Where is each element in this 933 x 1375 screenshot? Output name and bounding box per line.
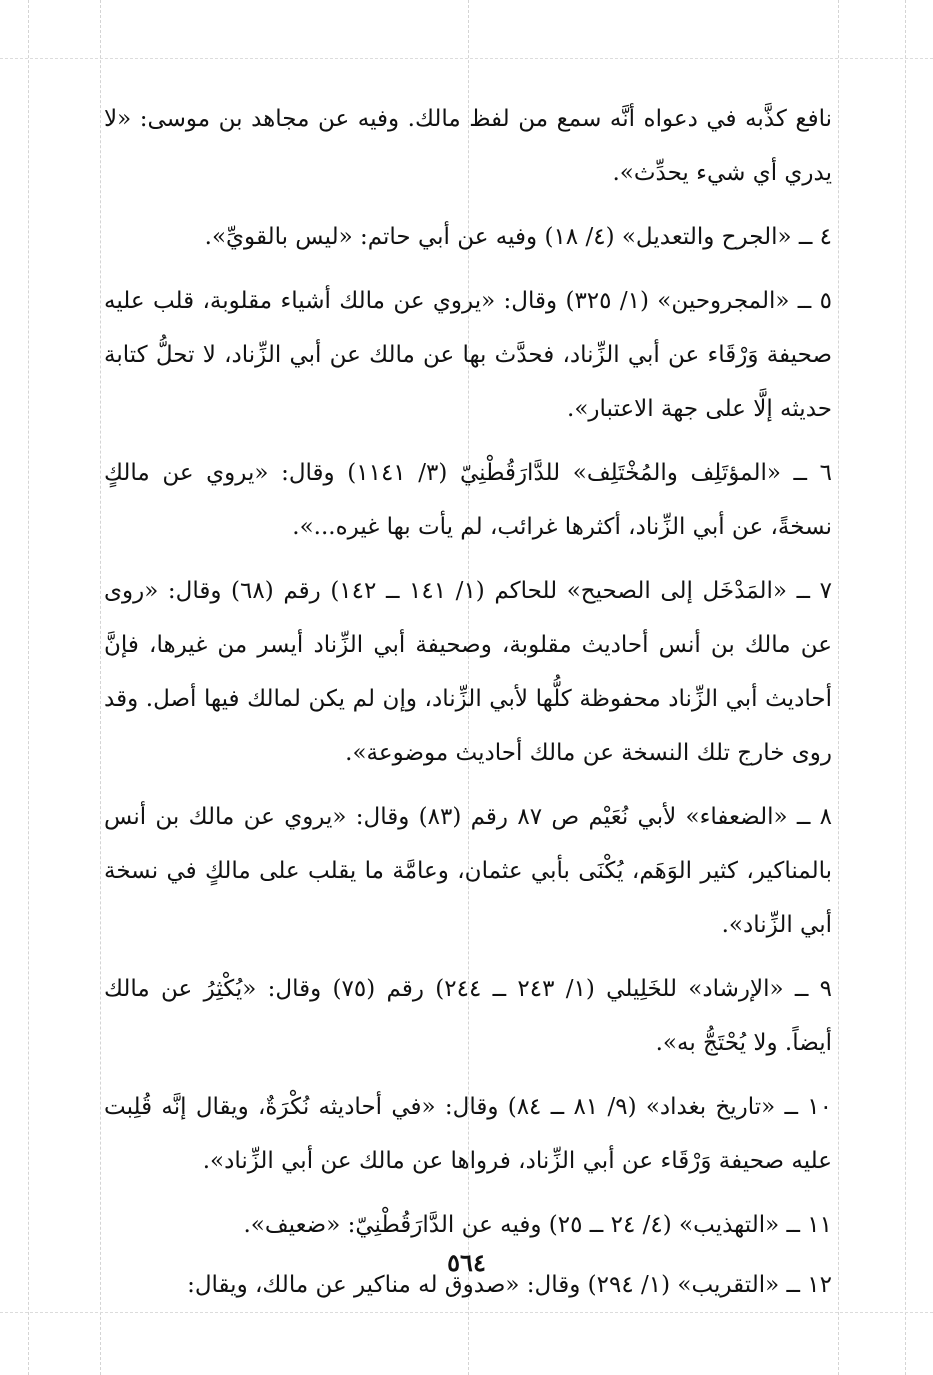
paragraph-item-5: ٥ ــ «المجروحين» (١/ ٣٢٥) وقال: «يروي عن مالك أشياء مقلوبة، قلب عليه صحيفة وَرْقَاء عن أبي الزِّناد، فحدَّث بها عن مالك عن أبي الزِّناد، لا تحلُّ كتابة حديثه إلَّا على جهة الاعتبار».	[104, 288, 832, 422]
page-number: ٥٦٤	[447, 1248, 486, 1277]
paragraph-item-11: ١١ ــ «التهذيب» (٤/ ٢٤ ــ ٢٥) وفيه عن الدَّارَقُطْنِيّ: «ضعيف».	[243, 1212, 832, 1238]
paragraph-item-12: ١٢ ــ «التقريب» (١/ ٢٩٤) وقال: «صدوق له مناكير عن مالك، ويقال:	[187, 1272, 832, 1298]
paragraph-item-6: ٦ ــ «المؤتَلِف والمُخْتَلِف» للدَّارَقُطْنِيّ (٣/ ١١٤١) وقال: «يروي عن مالكٍ نسخةً، عن أبي الزِّناد، أكثرها غرائب، لم يأت بها غيره...».	[104, 460, 832, 540]
paragraph-item-10: ١٠ ــ «تاريخ بغداد» (٩/ ٨١ ــ ٨٤) وقال: «في أحاديثه نُكْرَةٌ، ويقال إنَّه قُلِبت عليه صحيفة وَرْقَاء عن أبي الزِّناد، فرواها عن مالك عن أبي الزِّناد».	[104, 1094, 832, 1174]
paragraph-item-7: ٧ ــ «المَدْخَل إلى الصحيح» للحاكم (١/ ١٤١ ــ ١٤٢) رقم (٦٨) وقال: «روى عن مالك بن أنس أحاديث مقلوبة، وصحيفة أبي الزِّناد أيسر من غيرها، فإنَّ أحاديث أبي الزِّناد محفوظة كلُّها لأبي الزِّناد، وإن لم يكن لمالك فيها أصل. وقد روى خارج تلك النسخة عن مالك أحاديث موضوعة».	[104, 578, 832, 766]
scan-guide-line	[100, 0, 101, 1375]
scan-guide-line	[0, 58, 933, 59]
scan-guide-line	[905, 0, 906, 1375]
paragraph-item-4: ٤ ــ «الجرح والتعديل» (٤/ ١٨) وفيه عن أبي حاتم: «ليس بالقويِّ».	[204, 224, 832, 250]
paragraph-item-9: ٩ ــ «الإرشاد» للخَلِيلي (١/ ٢٤٣ ــ ٢٤٤) رقم (٧٥) وقال: «يُكْثِرُ عن مالك أيضاً. ولا يُحْتَجُّ به».	[104, 976, 833, 1056]
page-body	[104, 92, 832, 1318]
scan-guide-line	[838, 0, 839, 1375]
scan-guide-line	[28, 0, 29, 1375]
paragraph-continuation: نافع كذَّبه في دعواه أنَّه سمع من لفظ مالك. وفيه عن مجاهد بن موسى: «لا يدري أي شيء يحدِّث».	[104, 106, 832, 186]
paragraph-item-8: ٨ ــ «الضعفاء» لأبي نُعَيْم ص ٨٧ رقم (٨٣) وقال: «يروي عن مالك بن أنس بالمناكير، كثير الوَهَم، يُكْنَى بأبي عثمان، وعامَّة ما يقلب على مالكٍ في نسخة أبي الزِّناد».	[104, 804, 832, 938]
